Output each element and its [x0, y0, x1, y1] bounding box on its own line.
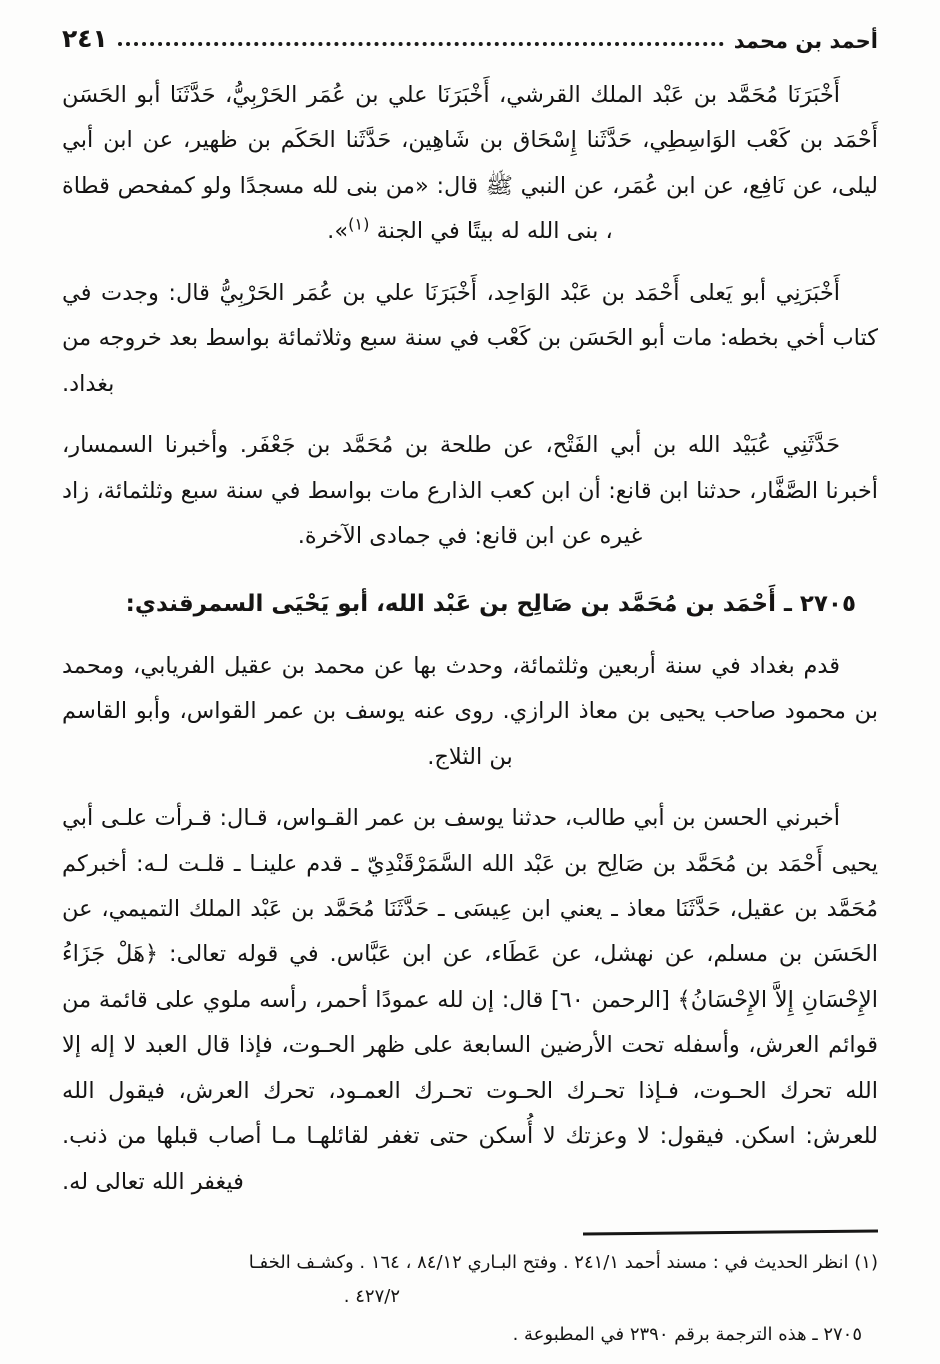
paragraph-hadith-1	[62, 73, 878, 255]
paragraph-hadith-1-text: أَخْبَرَنَا مُحَمَّد بن عَبْد الملك القرشي، أَخْبَرَنَا علي بن عُمَر الحَرْبِيُّ، حَدَّثَنَا أبو الحَسَن أَحْمَد بن كَعْب الوَاسِطِي، حَدَّثَنا إِسْحَاق بن شَاهِين، حَدَّثَنا الحَكَم بن ظهير، عن ابن أبي ليلى، عن نَافِع، عن ابن عُمَر، عن النبي ﷺ قال: «من بنى لله مسجدًا ولو كمفحص قطاة ، بنى الله له بيتًا في الجنة	[62, 82, 878, 245]
footnotes-section	[62, 1231, 878, 1353]
page-body	[62, 73, 878, 1205]
paragraph-death-report-1: أَخْبَرَنِي أبو يَعلى أَحْمَد بن عَبْد الوَاحِد، أَخْبَرَنَا علي بن عُمَر الحَرْبِيُّ قال: وجدت في كتاب أخي بخطه: مات أبو الحَسَن بن كَعْب في سنة سبع وثلاثمائة بواسط بعد خروجه من بغداد.	[62, 279, 878, 397]
paragraph-biography: قدم بغداد في سنة أربعين وثلثمائة، وحدث بها عن محمد بن عقيل الفريابي، ومحمد بن محمود صاحب يحيى بن معاذ الرازي. روى عنه يوسف بن عمر القواس، وأبو القاسم بن الثلاج.	[62, 652, 878, 770]
footnote-1-line-1: (١) انظر الحديث في : مسند أحمد ٢٤١/١ . وفتح البـاري ٨٤/١٢ ، ١٦٤ . وكشـف الخفـا	[248, 1252, 878, 1274]
footnote-1-line-2: ٤٢٧/٢ .	[343, 1286, 400, 1308]
footnote-divider	[583, 1230, 878, 1236]
running-header	[62, 24, 878, 53]
footnote-marker-1: (١)	[348, 214, 370, 234]
entry-heading-2705: ٢٧٠٥ ـ أَحْمَد بن مُحَمَّد بن صَالِح بن عَبْد الله، أبو يَحْيَى السمرقندي:	[125, 591, 856, 618]
paragraph-narration: أخبرني الحسن بن أبي طالب، حدثنا يوسف بن عمر القـواس، قـال: قـرأت علـى أبي يحيى أَحْمَد بن مُحَمَّد بن صَالِح بن عَبْد الله السَّمَرْقَنْدِيّ ـ قدم علينـا ـ قلـت لـه: أخبركم مُحَمَّد بن عقيل، حَدَّثَنَا معاذ ـ يعني ابن عِيسَى ـ حَدَّثَنَا مُحَمَّد بن عَبْد الملك التميمي، عن الحَسَن بن مسلم، عن نهشل، عن عَطَاء، عن ابن عَبَّاس. في قوله تعالى: ﴿هَلْ جَزَاءُ الإِحْسَانِ إِلاَّ الإِحْسَانُ﴾ [الرحمن ٦٠] قال: إن لله عمودًا أحمر، رأسه ملوي على قائمة من قوائم العرش، وأسفله تحت الأرضين السابعة على ظهر الحـوت، فإذا قال العبد لا إله إلا الله تحرك الحـوت، فـإذا تحـرك الحـوت تحـرك العمـود، تحرك العرش، فيقول الله للعرش: اسكن. فيقول: لا وعزتك لا أُسكن حتى تغفر لقائلهـا مـا أصاب قبلها من ذنب. فيغفر الله تعالى له.	[62, 805, 879, 1195]
running-title: أحمد بن محمد	[733, 29, 878, 53]
paragraph-death-report-2: حَدَّثَنِي عُبَيْد الله بن أبي الفَتْح، عن طلحة بن مُحَمَّد بن جَعْفَر. وأخبرنا السمسار، أخبرنا الصَّفَّار، حدثنا ابن قانع: أن ابن كعب الذارع مات بواسط في سنة سبع وثلثمائة، زاد غيره عن ابن قانع: في جمادى الآخرة.	[62, 432, 878, 549]
dot-leader	[118, 42, 724, 46]
paragraph-hadith-1-closing: ».	[327, 218, 349, 245]
footnote-2: ٢٧٠٥ ـ هذه الترجمة برقم ٢٣٩٠ في المطبوعة .	[512, 1324, 862, 1346]
page-number: ٢٤١	[62, 24, 108, 53]
